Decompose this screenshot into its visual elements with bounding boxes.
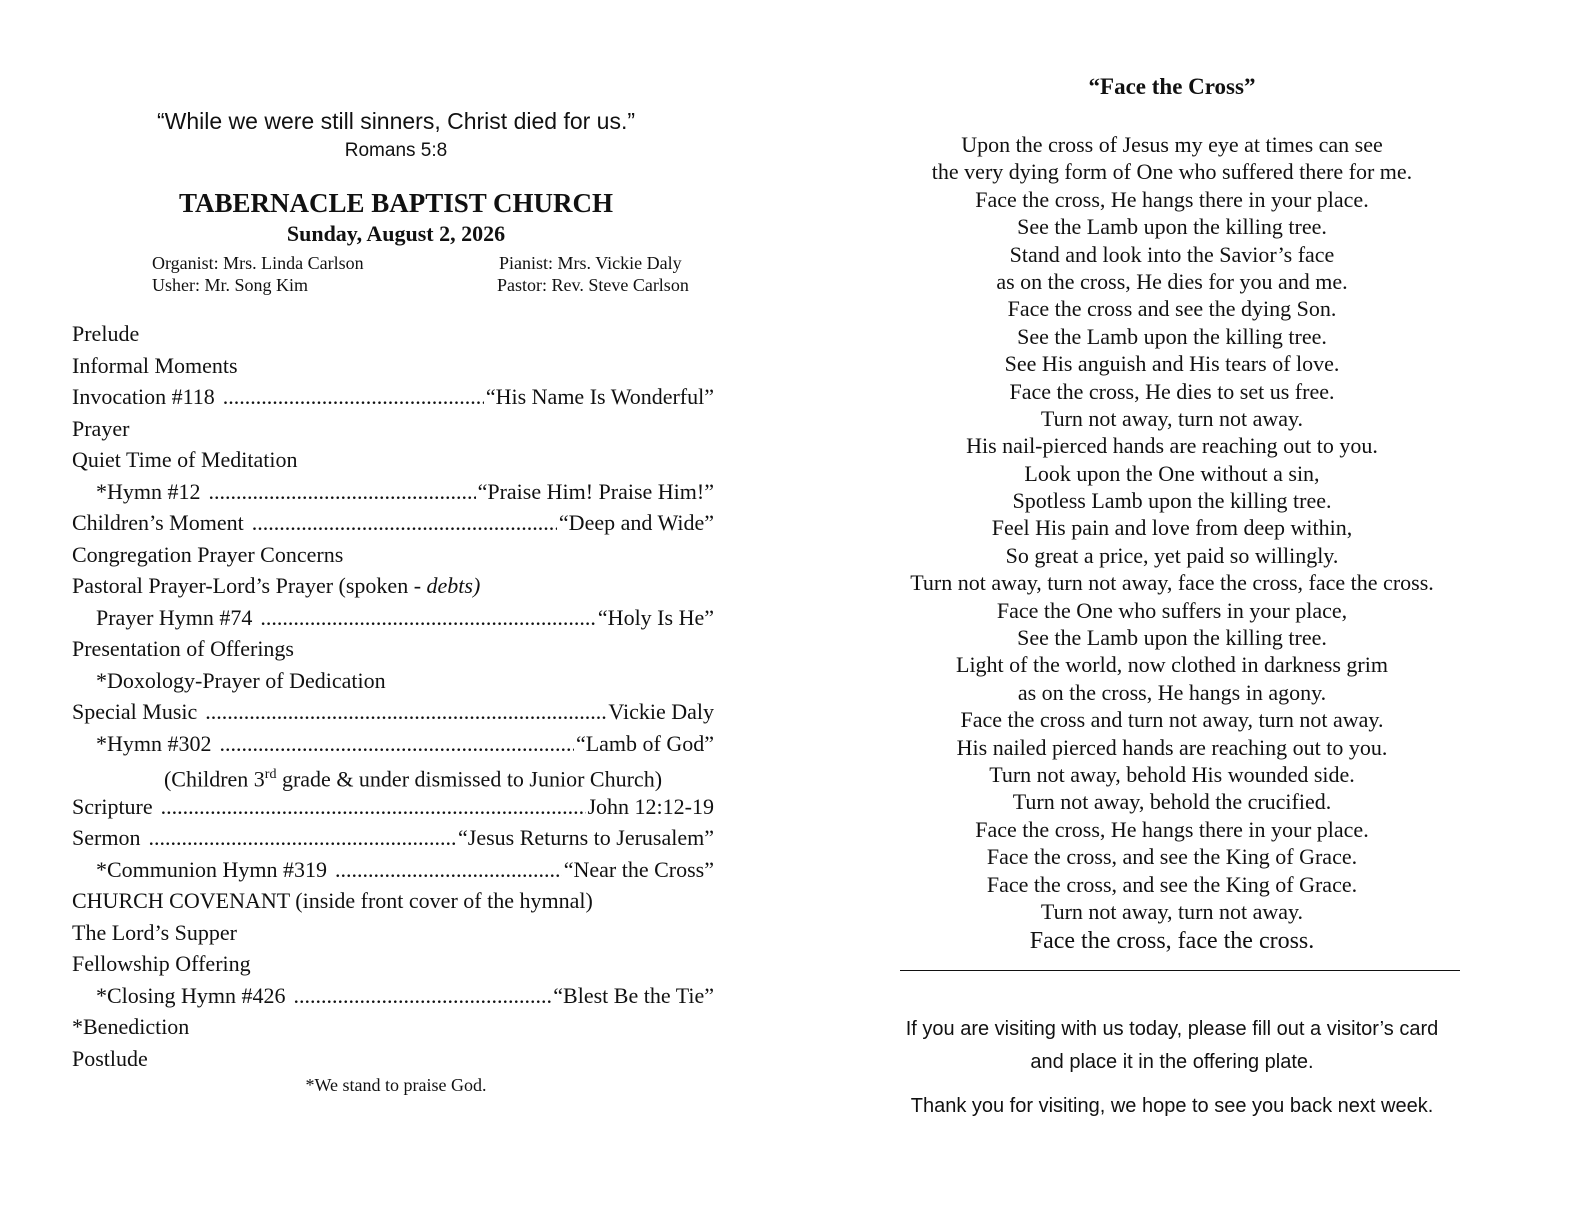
service-item-title-italic: debts) bbox=[426, 573, 481, 598]
section-divider bbox=[900, 970, 1460, 971]
service-item bbox=[72, 917, 714, 949]
organist-credit: Organist: Mrs. Linda Carlson bbox=[152, 253, 364, 273]
lyric-line: His nail-pierced hands are reaching out to you. bbox=[966, 433, 1378, 459]
lyric-line: Look upon the One without a sin, bbox=[1024, 460, 1320, 486]
service-item-title: Informal Moments bbox=[72, 352, 238, 378]
service-item-title-text: (Children 3 bbox=[163, 766, 265, 792]
dot-leader bbox=[161, 791, 586, 823]
lyric-line: as on the cross, He hangs in agony. bbox=[1017, 679, 1327, 705]
service-item-title: Prayer bbox=[72, 415, 130, 441]
dot-leader bbox=[209, 476, 476, 508]
lyric-line: So great a price, yet paid so willingly. bbox=[1005, 542, 1339, 568]
service-item bbox=[72, 633, 714, 665]
service-item bbox=[72, 318, 714, 350]
service-item-detail: John 12:12-19 bbox=[587, 793, 714, 819]
service-item-title: Prelude bbox=[72, 321, 140, 346]
lyric-line: See the Lamb upon the killing tree. bbox=[1017, 323, 1327, 349]
service-item-title: *Hymn #302 bbox=[96, 730, 212, 756]
service-item bbox=[72, 728, 714, 760]
service-item-title: CHURCH COVENANT (inside front cover of the hymnal) bbox=[72, 888, 593, 913]
service-item bbox=[72, 696, 714, 728]
service-item-title: *Benediction bbox=[72, 1014, 190, 1039]
service-item-title bbox=[124, 759, 662, 795]
dot-leader bbox=[260, 602, 596, 634]
service-item-detail: “Near the Cross” bbox=[563, 856, 714, 882]
service-item bbox=[72, 948, 714, 980]
pastor-credit: Pastor: Rev. Steve Carlson bbox=[497, 275, 689, 295]
visitor-note-line: and place it in the offering plate. bbox=[1030, 1051, 1314, 1073]
visitor-note-line: If you are visiting with us today, please fill out a visitor’s card bbox=[905, 1018, 1439, 1040]
service-item-title: *Hymn #12 bbox=[96, 478, 201, 504]
service-item-title: Quiet Time of Meditation bbox=[72, 447, 298, 472]
service-item bbox=[72, 570, 714, 602]
lyric-line: Stand and look into the Savior’s face bbox=[1009, 241, 1335, 267]
lyric-line: Face the One who suffers in your place, bbox=[996, 597, 1348, 623]
lyric-line: Spotless Lamb upon the killing tree. bbox=[1012, 488, 1332, 514]
service-item-detail: “Blest Be the Tie” bbox=[553, 982, 714, 1008]
service-item bbox=[72, 476, 714, 508]
service-item-title: *Doxology-Prayer of Dedication bbox=[96, 667, 386, 693]
service-item-title: Presentation of Offerings bbox=[72, 636, 294, 661]
service-item bbox=[72, 759, 714, 791]
lyric-line: the very dying form of One who suffered there for me. bbox=[931, 159, 1413, 185]
lyric-line: Face the cross, face the cross. bbox=[1029, 928, 1315, 955]
lyric-line: See His anguish and His tears of love. bbox=[1004, 351, 1340, 377]
service-item-title bbox=[72, 570, 480, 602]
service-item bbox=[72, 1043, 714, 1075]
service-item bbox=[72, 350, 714, 382]
service-item bbox=[72, 980, 714, 1012]
dot-leader bbox=[148, 822, 456, 854]
order-of-service bbox=[72, 318, 714, 1074]
lyric-line: Face the cross, He hangs there in your place. bbox=[975, 186, 1369, 212]
lyric-line: Face the cross, He dies to set us free. bbox=[1009, 378, 1335, 404]
ordinal-suffix: rd bbox=[264, 767, 277, 782]
lyric-line: Turn not away, turn not away. bbox=[1040, 405, 1304, 431]
lyric-line: as on the cross, He dies for you and me. bbox=[996, 268, 1348, 294]
usher-credit: Usher: Mr. Song Kim bbox=[152, 275, 309, 295]
lyric-line: Face the cross, He hangs there in your place. bbox=[975, 816, 1369, 842]
lyric-line: His nailed pierced hands are reaching out to you. bbox=[956, 734, 1388, 760]
lyric-line: Face the cross, and see the King of Grace. bbox=[986, 844, 1358, 870]
church-name: TABERNACLE BAPTIST CHURCH bbox=[178, 188, 614, 218]
lyric-line: Light of the world, now clothed in darkness grim bbox=[956, 652, 1388, 678]
service-item-detail: “His Name Is Wonderful” bbox=[485, 384, 714, 409]
service-item-detail: “Deep and Wide” bbox=[558, 510, 714, 535]
dot-leader bbox=[293, 980, 551, 1012]
lyric-line: See the Lamb upon the killing tree. bbox=[1017, 625, 1327, 651]
service-item-detail: “Jesus Returns to Jerusalem” bbox=[458, 825, 714, 850]
service-item-title: Children’s Moment bbox=[72, 510, 244, 535]
service-item-title: Scripture bbox=[72, 793, 153, 819]
service-item-detail: Vickie Daly bbox=[608, 699, 714, 724]
service-item-title-text: grade & under dismissed to Junior Church) bbox=[276, 766, 663, 792]
service-item-title: *Communion Hymn #319 bbox=[96, 856, 328, 882]
lyric-line: Turn not away, turn not away. bbox=[1040, 898, 1304, 924]
service-item-title: *Closing Hymn #426 bbox=[96, 982, 286, 1008]
scripture-reference: Romans 5:8 bbox=[344, 140, 448, 161]
service-item-detail: “Holy Is He” bbox=[597, 604, 714, 630]
lyric-line: Face the cross and see the dying Son. bbox=[1007, 296, 1337, 322]
dot-leader bbox=[252, 507, 557, 539]
service-item-title: Special Music bbox=[72, 699, 198, 724]
stand-footnote: *We stand to praise God. bbox=[305, 1075, 487, 1095]
service-item bbox=[72, 507, 714, 539]
lyric-line: Face the cross and turn not away, turn not away. bbox=[960, 707, 1384, 733]
dot-leader bbox=[335, 854, 562, 886]
service-item-title: Sermon bbox=[72, 825, 141, 850]
service-item-title: Postlude bbox=[72, 1045, 148, 1071]
service-item bbox=[72, 413, 714, 445]
lyric-line: Turn not away, turn not away, face the cross, face the cross. bbox=[910, 570, 1434, 596]
service-item bbox=[72, 381, 714, 413]
lyric-line: Turn not away, behold the crucified. bbox=[1012, 789, 1332, 815]
bulletin-right-panel bbox=[792, 0, 1584, 1224]
service-item-title: Congregation Prayer Concerns bbox=[72, 541, 344, 567]
service-item-detail: “Lamb of God” bbox=[575, 730, 714, 756]
thank-you-note: Thank you for visiting, we hope to see you back next week. bbox=[910, 1095, 1434, 1117]
lyric-line: See the Lamb upon the killing tree. bbox=[1017, 214, 1327, 240]
service-item bbox=[72, 665, 714, 697]
service-item bbox=[72, 602, 714, 634]
lyric-line: Upon the cross of Jesus my eye at times can see bbox=[961, 132, 1383, 157]
song-lyrics bbox=[792, 131, 1552, 957]
song-title: “Face the Cross” bbox=[1088, 74, 1256, 99]
service-item bbox=[72, 822, 714, 854]
dot-leader bbox=[223, 381, 484, 413]
service-date: Sunday, August 2, 2026 bbox=[286, 221, 506, 246]
lyric-line: Turn not away, behold His wounded side. bbox=[989, 761, 1355, 787]
service-item-title: Prayer Hymn #74 bbox=[96, 604, 253, 630]
dot-leader bbox=[220, 728, 574, 760]
service-item bbox=[72, 885, 714, 917]
dot-leader bbox=[205, 696, 606, 728]
scripture-quote: “While we were still sinners, Christ died for us.” bbox=[156, 108, 636, 134]
service-item bbox=[72, 791, 714, 823]
service-item-title-text: Pastoral Prayer-Lord’s Prayer (spoken - bbox=[72, 573, 427, 598]
lyric-line: Feel His pain and love from deep within, bbox=[991, 515, 1353, 541]
service-item bbox=[72, 444, 714, 476]
service-item bbox=[72, 854, 714, 886]
service-item-title: The Lord’s Supper bbox=[72, 919, 237, 945]
service-item-title: Fellowship Offering bbox=[72, 951, 251, 976]
service-item-title: Invocation #118 bbox=[72, 384, 215, 409]
service-item bbox=[72, 1011, 714, 1043]
service-item-detail: “Praise Him! Praise Him!” bbox=[477, 478, 714, 504]
pianist-credit: Pianist: Mrs. Vickie Daly bbox=[499, 253, 682, 273]
lyric-line: Face the cross, and see the King of Grace. bbox=[986, 871, 1358, 897]
service-item bbox=[72, 539, 714, 571]
